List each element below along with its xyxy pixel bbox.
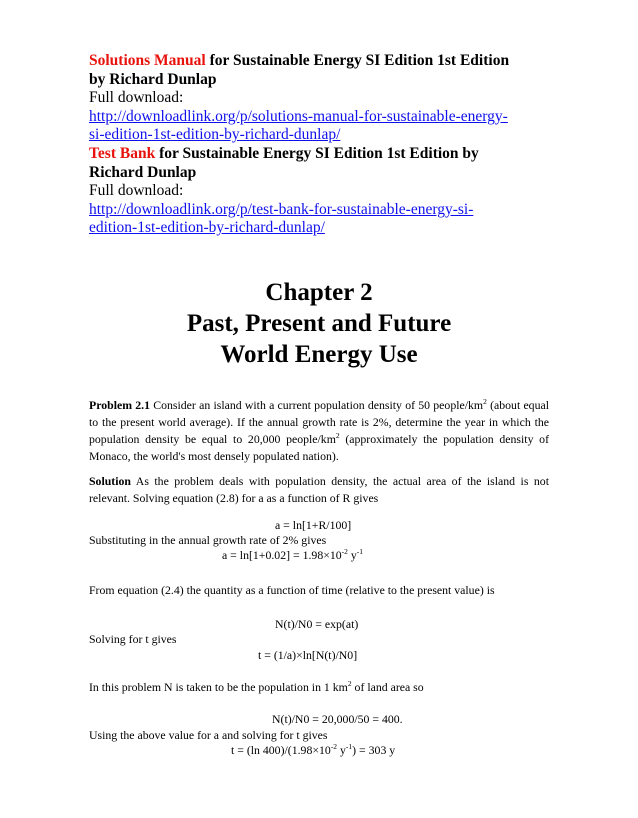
solutions-manual-link-line2[interactable]: si-edition-1st-edition-by-richard-dunlap/	[89, 126, 341, 144]
test-bank-author: Richard Dunlap	[89, 163, 197, 181]
problem-statement: Problem 2.1 Consider an island with a current population density of 50 people/$km^2$ (about equal to the present world average). If the annual growth rate is 2%, determine the year in which the population density be equal to 20,000 people/$km^2$ (approximately the population density of Monaco, the world's most densely populated nation).	[89, 397, 549, 463]
chapter-number: Chapter 2	[265, 279, 373, 306]
using-value-text: Using the above value for a and solving for t gives	[89, 728, 328, 742]
solutions-manual-title: Solutions Manual for Sustainable Energy SI Edition 1st Edition	[89, 52, 510, 69]
solution-intro: Solution As the problem deals with population density, the actual area of the island is not relevant. Solving equation (2.8) for a as a function of R gives	[89, 474, 549, 505]
equation-a-value: $a = \ln[1+0.02] = 1.98\times 10^{-2}$ $y^{-1}$	[222, 547, 364, 562]
equation-ratio: N(t)/N0 = 20,000/50 = 400.	[272, 712, 403, 726]
equation-exp: N(t)/N0 = exp(at)	[275, 617, 359, 631]
solutions-manual-link-line1[interactable]: http://downloadlink.org/p/solutions-manual-for-sustainable-energy-	[89, 107, 508, 125]
chapter-title-line1: Past, Present and Future	[186, 310, 452, 337]
solution-label: Solution	[89, 474, 131, 488]
test-bank-full-download: Full download:	[89, 182, 184, 200]
equation-a-ln: a = ln[1+R/100]	[275, 518, 352, 532]
problem-label: Problem 2.1	[89, 398, 151, 412]
download-header	[89, 52, 559, 238]
equation-2-4-text: From equation (2.4) the quantity as a function of time (relative to the present value) is	[89, 583, 495, 597]
test-bank-link-line1[interactable]: http://downloadlink.org/p/test-bank-for-sustainable-energy-si-	[89, 200, 474, 218]
chapter-heading	[0, 277, 638, 370]
test-bank-label: Test Bank	[89, 144, 156, 162]
solutions-manual-author: by Richard Dunlap	[89, 70, 217, 88]
solutions-manual-full-download: Full download:	[89, 89, 184, 107]
problem-n-text: In this problem N is taken to be the population in 1 $km^2$ of land area so	[89, 679, 424, 694]
chapter-title-line2: World Energy Use	[220, 341, 418, 368]
test-bank-title: Test Bank for Sustainable Energy SI Edition 1st Edition by	[89, 144, 479, 162]
test-bank-link-line2[interactable]: edition-1st-edition-by-richard-dunlap/	[89, 219, 325, 237]
substituting-text: Substituting in the annual growth rate of 2% gives	[89, 533, 327, 547]
solving-for-t-text: Solving for t gives	[89, 632, 177, 646]
solutions-manual-label: Solutions Manual	[89, 52, 206, 69]
equation-t-formula: t = (1/a)×ln[N(t)/N0]	[258, 648, 358, 662]
equation-t-result: t = (ln $400)/(1.98\times 10^{-2}$ $y^{-1}) = 303$ y	[231, 742, 396, 757]
